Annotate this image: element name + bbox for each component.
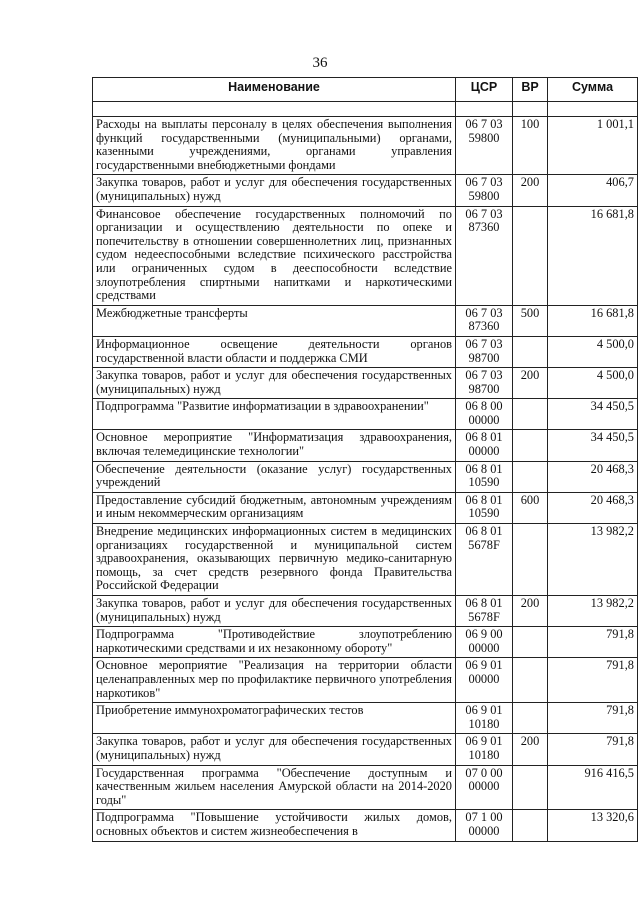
table-row xyxy=(93,305,638,336)
header-row xyxy=(93,78,638,102)
row-csr xyxy=(456,596,513,627)
row-name: Информационное освещение деятельности органов государственной власти области и поддержка СМИ xyxy=(93,336,456,367)
row-csr-program: 07 1 00 xyxy=(465,810,503,825)
row-csr-direction: 00000 xyxy=(468,779,500,794)
row-csr-direction: 00000 xyxy=(468,444,500,459)
row-sum: 16 681,8 xyxy=(548,206,638,305)
header-sum: Сумма xyxy=(548,78,638,102)
row-vr xyxy=(513,765,548,810)
row-name: Основное мероприятие "Реализация на территории области целенаправленных мер по профилактике первичного употребления наркотиков" xyxy=(93,658,456,703)
row-csr-direction: 00000 xyxy=(468,671,500,686)
row-vr: 200 xyxy=(513,175,548,206)
row-csr-direction: 10180 xyxy=(468,747,500,762)
row-csr-program: 06 7 03 xyxy=(465,175,503,190)
row-name: Обеспечение деятельности (оказание услуг) государственных учреждений xyxy=(93,461,456,492)
row-vr xyxy=(513,627,548,658)
row-sum: 13 982,2 xyxy=(548,524,638,596)
table-row xyxy=(93,765,638,810)
row-name: Подпрограмма "Повышение устойчивости жилых домов, основных объектов и систем жизнеобеспечения в xyxy=(93,810,456,841)
row-vr: 200 xyxy=(513,368,548,399)
row-csr-program: 06 8 01 xyxy=(465,430,503,445)
row-csr-direction: 59800 xyxy=(468,188,500,203)
budget-table xyxy=(92,77,638,842)
row-csr xyxy=(456,430,513,461)
row-vr: 600 xyxy=(513,492,548,523)
table-row xyxy=(93,810,638,841)
row-sum: 406,7 xyxy=(548,175,638,206)
row-vr xyxy=(513,336,548,367)
row-vr: 500 xyxy=(513,305,548,336)
row-csr xyxy=(456,627,513,658)
row-sum: 4 500,0 xyxy=(548,368,638,399)
row-vr: 200 xyxy=(513,734,548,765)
row-sum: 791,8 xyxy=(548,658,638,703)
row-csr-direction: 5678F xyxy=(468,537,500,552)
row-csr xyxy=(456,810,513,841)
row-sum: 34 450,5 xyxy=(548,399,638,430)
row-sum: 791,8 xyxy=(548,703,638,734)
row-csr-program: 06 7 03 xyxy=(465,305,503,320)
row-sum: 4 500,0 xyxy=(548,336,638,367)
row-csr xyxy=(456,765,513,810)
row-sum: 13 320,6 xyxy=(548,810,638,841)
header-csr: ЦСР xyxy=(456,78,513,102)
row-csr-direction: 00000 xyxy=(468,412,500,427)
row-csr xyxy=(456,461,513,492)
row-csr-direction: 10590 xyxy=(468,506,500,521)
row-csr xyxy=(456,305,513,336)
row-csr-program: 06 8 01 xyxy=(465,492,503,507)
table-row xyxy=(93,175,638,206)
header-vr: ВР xyxy=(513,78,548,102)
row-name: Предоставление субсидий бюджетным, автономным учреждениям и иным некоммерческим организациям xyxy=(93,492,456,523)
row-name: Расходы на выплаты персоналу в целях обеспечения выполнения функций государственными (муниципальными) органами, казенными учреждениями, органами управления государственными внебюджетными фондами xyxy=(93,117,456,175)
row-csr-program: 07 0 00 xyxy=(465,765,503,780)
table-row xyxy=(93,117,638,175)
row-csr-direction: 00000 xyxy=(468,640,500,655)
page-number: 36 xyxy=(312,55,328,71)
table-row xyxy=(93,627,638,658)
table-row xyxy=(93,658,638,703)
row-csr xyxy=(456,368,513,399)
row-name: Межбюджетные трансферты xyxy=(93,305,456,336)
row-csr-program: 06 7 03 xyxy=(465,117,503,131)
row-csr-program: 06 9 01 xyxy=(465,734,503,749)
row-csr-program: 06 8 01 xyxy=(465,524,503,539)
row-csr xyxy=(456,524,513,596)
header-spacer-row xyxy=(93,102,638,117)
row-vr: 100 xyxy=(513,117,548,175)
row-vr xyxy=(513,461,548,492)
row-sum: 791,8 xyxy=(548,734,638,765)
row-csr-program: 06 7 03 xyxy=(465,368,503,383)
table-row xyxy=(93,461,638,492)
row-name: Закупка товаров, работ и услуг для обеспечения государственных (муниципальных) нужд xyxy=(93,734,456,765)
row-csr xyxy=(456,492,513,523)
table-row xyxy=(93,703,638,734)
row-csr-program: 06 7 03 xyxy=(465,336,503,351)
row-sum: 13 982,2 xyxy=(548,596,638,627)
table-row xyxy=(93,206,638,305)
row-csr xyxy=(456,117,513,175)
table-row xyxy=(93,336,638,367)
row-csr xyxy=(456,336,513,367)
row-name: Внедрение медицинских информационных систем в медицинских организациях государственной и муниципальной систем здравоохранения, оказывающих первичную медико-санитарную помощь, за счет средств резервного фонда Правительства Российской Федерации xyxy=(93,524,456,596)
row-name: Подпрограмма "Противодействие злоупотреблению наркотическими средствами и их незаконному обороту" xyxy=(93,627,456,658)
row-vr xyxy=(513,430,548,461)
row-sum: 1 001,1 xyxy=(548,117,638,175)
row-vr xyxy=(513,658,548,703)
row-csr-direction: 98700 xyxy=(468,381,500,396)
table-row xyxy=(93,596,638,627)
table-row xyxy=(93,399,638,430)
table-body xyxy=(93,117,638,842)
row-csr-direction: 10590 xyxy=(468,475,500,490)
row-csr-program: 06 8 01 xyxy=(465,596,503,610)
row-name: Финансовое обеспечение государственных полномочий по организации и осуществлению деятельности по опеке и попечительству в отношении совершеннолетних лиц, признанных судом недееспособными вследствие психического расстройства или ограниченных судом в дееспособности вследствие злоупотребления спиртными напитками и наркотическими средствами xyxy=(93,206,456,305)
header-name: Наименование xyxy=(93,78,456,102)
row-name: Основное мероприятие "Информатизация здравоохранения, включая телемедицинские технологии" xyxy=(93,430,456,461)
table-row xyxy=(93,524,638,596)
row-csr-direction: 59800 xyxy=(468,130,500,145)
row-name: Подпрограмма "Развитие информатизации в здравоохранении" xyxy=(93,399,456,430)
row-csr-program: 06 9 01 xyxy=(465,703,503,718)
row-csr xyxy=(456,206,513,305)
row-vr xyxy=(513,399,548,430)
row-csr xyxy=(456,175,513,206)
row-sum: 34 450,5 xyxy=(548,430,638,461)
row-sum: 916 416,5 xyxy=(548,765,638,810)
row-csr-direction: 87360 xyxy=(468,220,500,235)
row-csr-direction: 87360 xyxy=(468,319,500,334)
row-name: Приобретение иммунохроматографических тестов xyxy=(93,703,456,734)
row-vr xyxy=(513,703,548,734)
table-row xyxy=(93,492,638,523)
table-row xyxy=(93,368,638,399)
row-csr-direction: 5678F xyxy=(468,609,500,624)
row-vr: 200 xyxy=(513,596,548,627)
row-csr xyxy=(456,658,513,703)
row-name: Государственная программа "Обеспечение доступным и качественным жильем населения Амурской области на 2014-2020 годы" xyxy=(93,765,456,810)
row-csr-direction: 98700 xyxy=(468,350,500,365)
row-sum: 20 468,3 xyxy=(548,492,638,523)
row-name: Закупка товаров, работ и услуг для обеспечения государственных (муниципальных) нужд xyxy=(93,596,456,627)
row-vr xyxy=(513,810,548,841)
row-csr xyxy=(456,734,513,765)
row-csr-program: 06 9 00 xyxy=(465,627,503,642)
row-csr-program: 06 9 01 xyxy=(465,658,503,673)
row-csr-program: 06 7 03 xyxy=(465,206,503,221)
row-csr-program: 06 8 01 xyxy=(465,461,503,476)
row-vr xyxy=(513,524,548,596)
row-name: Закупка товаров, работ и услуг для обеспечения государственных (муниципальных) нужд xyxy=(93,175,456,206)
row-csr xyxy=(456,399,513,430)
row-name: Закупка товаров, работ и услуг для обеспечения государственных (муниципальных) нужд xyxy=(93,368,456,399)
row-sum: 16 681,8 xyxy=(548,305,638,336)
row-sum: 20 468,3 xyxy=(548,461,638,492)
row-csr-direction: 10180 xyxy=(468,716,500,731)
row-sum: 791,8 xyxy=(548,627,638,658)
row-vr xyxy=(513,206,548,305)
table-row xyxy=(93,430,638,461)
row-csr-program: 06 8 00 xyxy=(465,399,503,414)
row-csr-direction: 00000 xyxy=(468,823,500,838)
table-row xyxy=(93,734,638,765)
row-csr xyxy=(456,703,513,734)
